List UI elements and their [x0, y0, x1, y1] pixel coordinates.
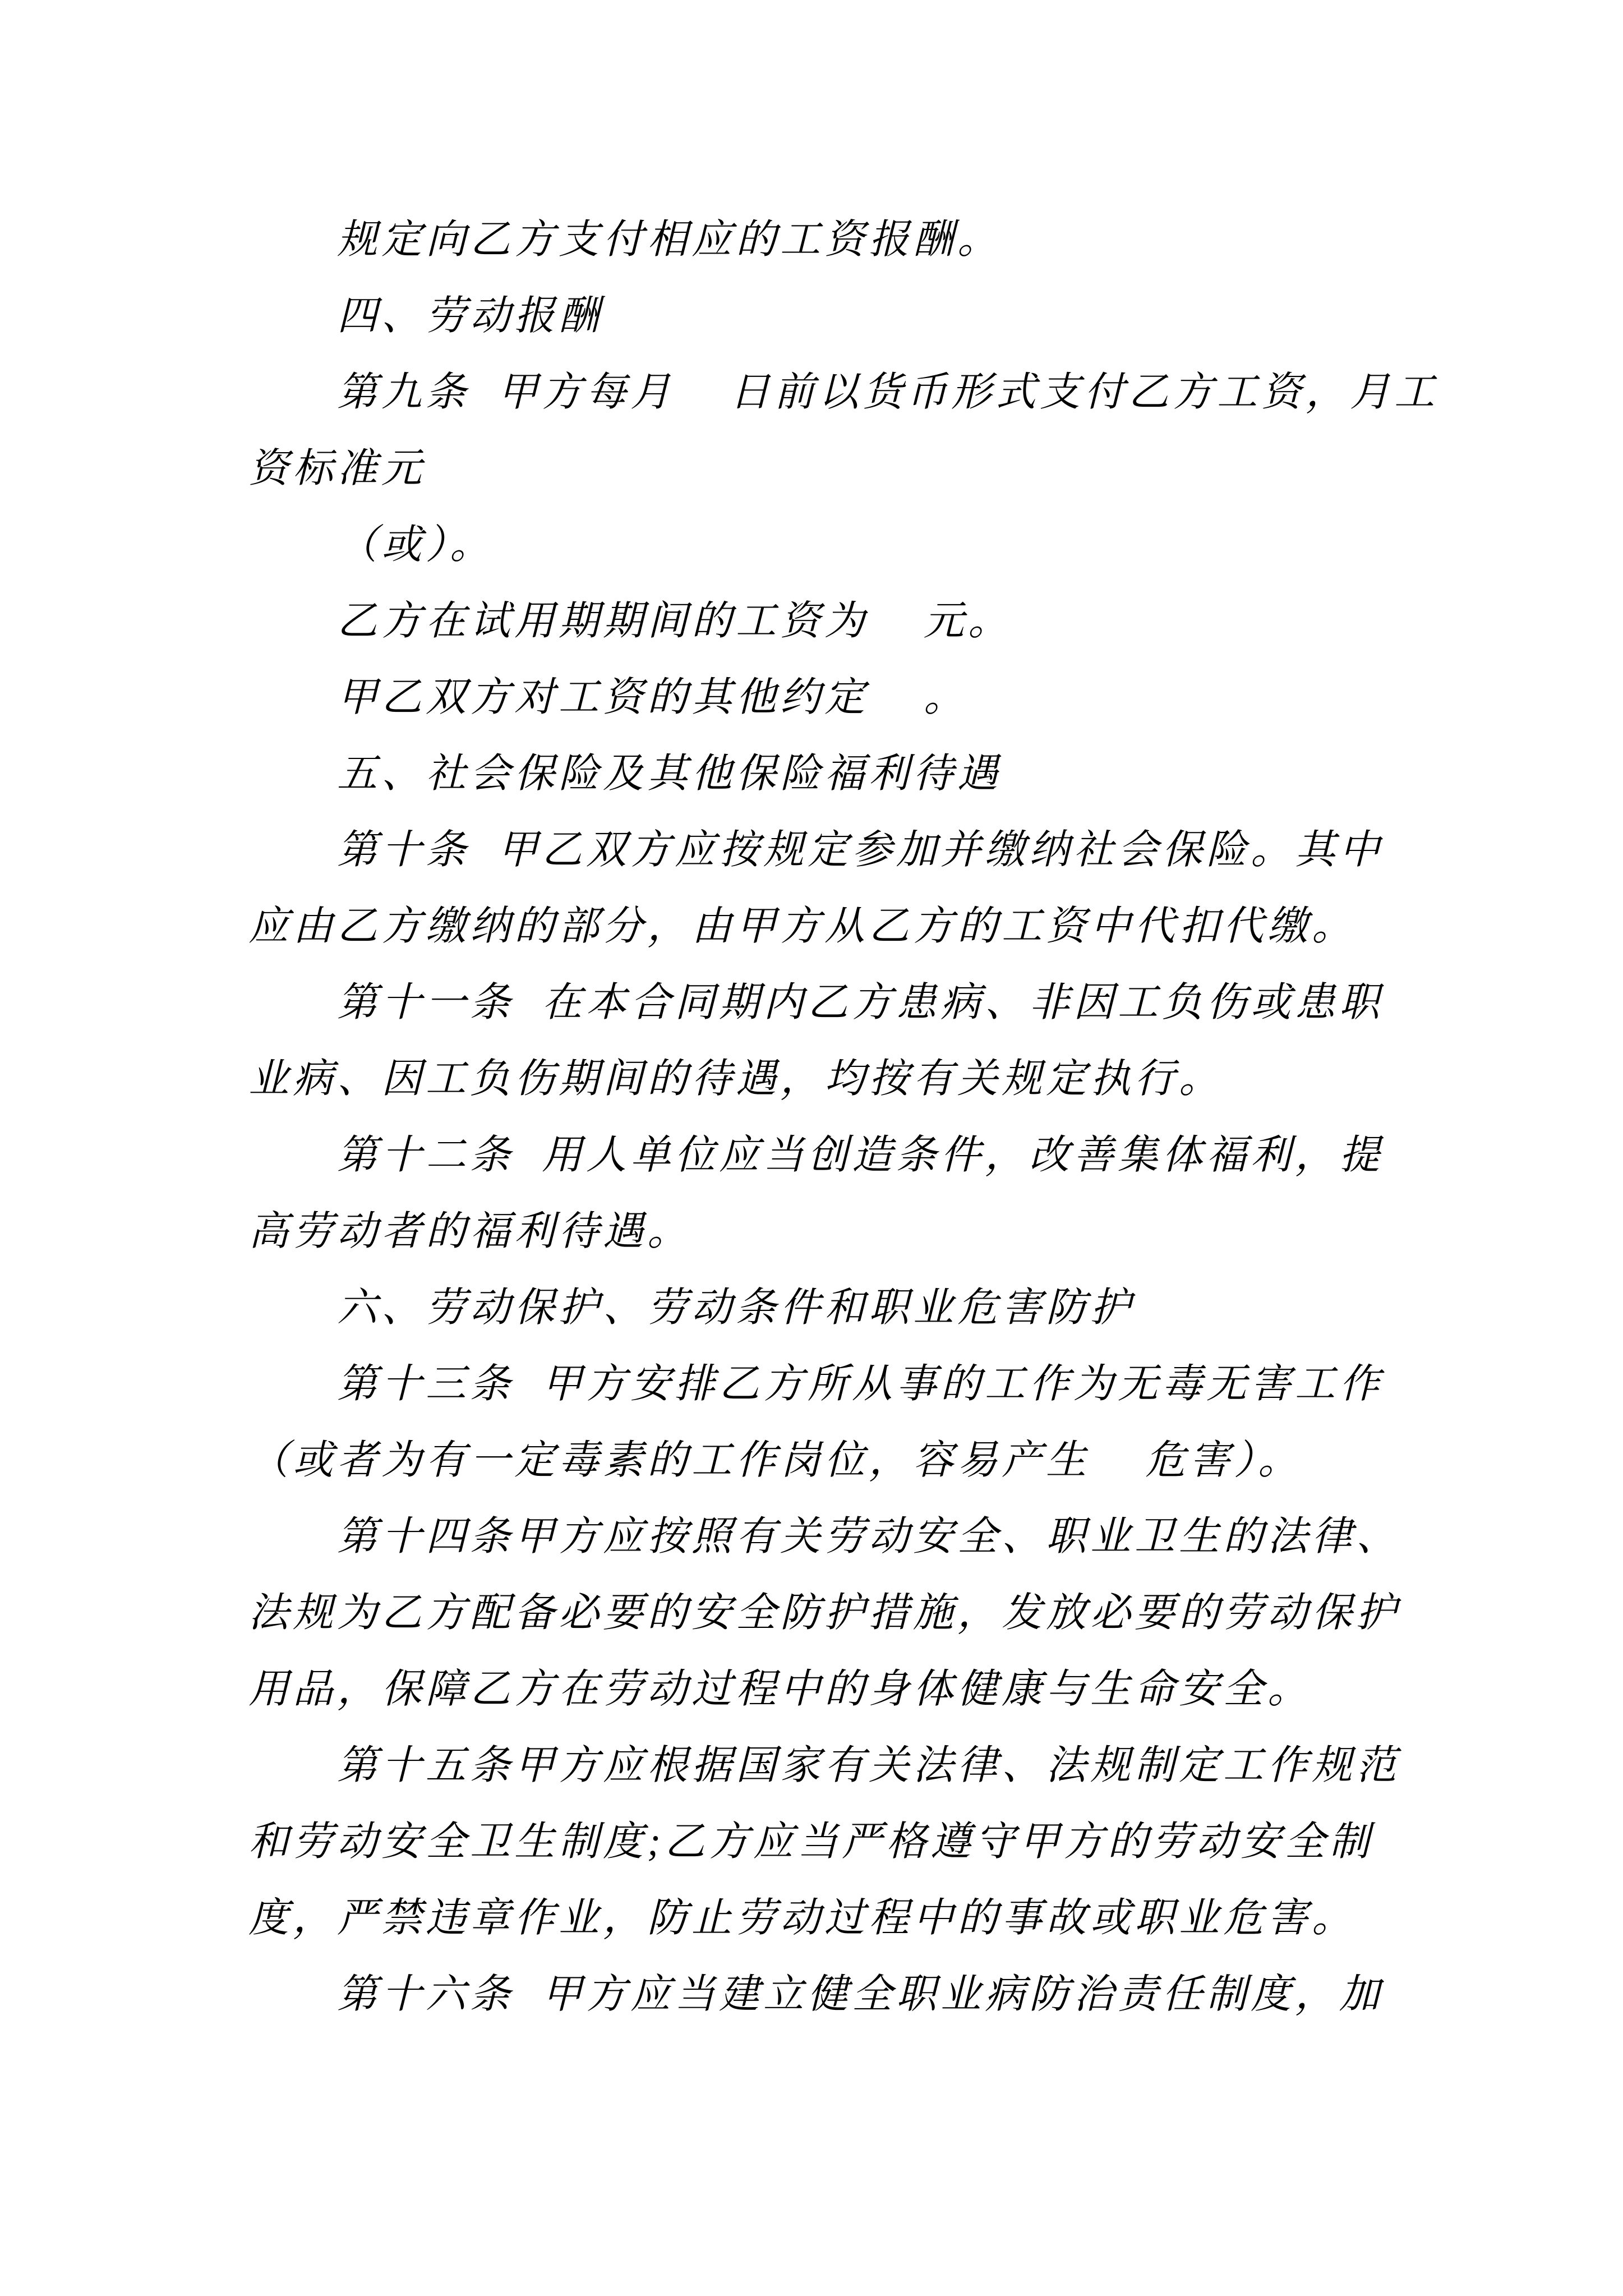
- text-line: 应由乙方缴纳的部分，由甲方从乙方的工资中代扣代缴。: [248, 904, 1357, 949]
- text-line: 业病、因工负伤期间的待遇，均按有关规定执行。: [248, 1056, 1224, 1101]
- text-line: 第十六条 甲方应当建立健全职业病防治责任制度，加: [337, 1972, 1384, 2017]
- text-line: 第九条 甲方每月 日前以货币形式支付乙方工资，月工: [337, 370, 1439, 415]
- text-line: （或者为有一定毒素的工作岗位，容易产生 危害）。: [248, 1438, 1303, 1483]
- text-line: 度，严禁违章作业，防止劳动过程中的事故或职业危害。: [248, 1895, 1357, 1940]
- text-line: 第十一条 在本合同期内乙方患病、非因工负伤或患职: [337, 980, 1384, 1025]
- text-line: 甲乙双方对工资的其他约定 。: [337, 675, 969, 720]
- text-line: 第十四条甲方应按照有关劳动安全、职业卫生的法律、: [337, 1514, 1401, 1559]
- text-line: 第十五条甲方应根据国家有关法律、法规制定工作规范: [337, 1743, 1401, 1788]
- text-line: 资标准元: [248, 446, 426, 491]
- text-line: 法规为乙方配备必要的安全防护措施，发放必要的劳动保护: [248, 1590, 1401, 1635]
- text-line: 用品，保障乙方在劳动过程中的身体健康与生命安全。: [248, 1667, 1312, 1711]
- text-line: 四、劳动报酬: [337, 293, 603, 338]
- text-line: 规定向乙方支付相应的工资报酬。: [337, 217, 1002, 262]
- text-line: 五、社会保险及其他保险福利待遇: [337, 751, 1002, 796]
- text-line: 第十三条 甲方安排乙方所从事的工作为无毒无害工作: [337, 1361, 1384, 1406]
- text-line: 和劳动安全卫生制度;乙方应当严格遵守甲方的劳动安全制: [248, 1819, 1373, 1864]
- text-line: 高劳动者的福利待遇。: [248, 1209, 692, 1254]
- text-line: 第十二条 用人单位应当创造条件，改善集体福利，提: [337, 1133, 1384, 1177]
- document-body: [248, 201, 1439, 2032]
- text-line: （或）。: [337, 522, 495, 567]
- text-line: 第十条 甲乙双方应按规定参加并缴纳社会保险。其中: [337, 827, 1384, 872]
- text-line: 六、劳动保护、劳动条件和职业危害防护: [337, 1285, 1135, 1330]
- text-line: 乙方在试用期期间的工资为 元。: [337, 599, 1013, 643]
